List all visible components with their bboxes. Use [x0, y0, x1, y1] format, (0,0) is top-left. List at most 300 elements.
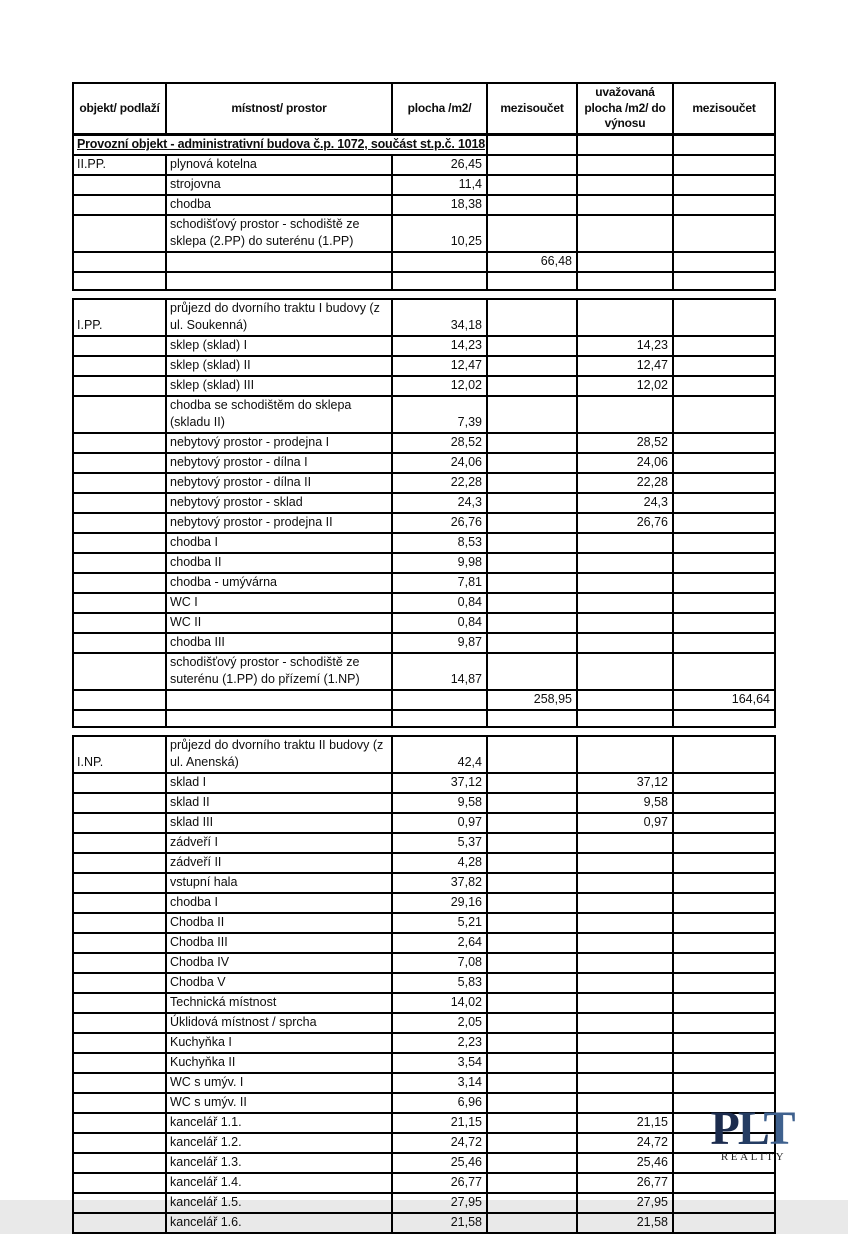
- table-row: [73, 1153, 775, 1173]
- cell-subtotal: [487, 793, 577, 813]
- table-row: [73, 473, 775, 493]
- cell-considered: [577, 853, 673, 873]
- cell-area: 3,14: [392, 1073, 487, 1093]
- cell-considered: [577, 913, 673, 933]
- cell-subtotal: [487, 933, 577, 953]
- cell-floor: [73, 933, 166, 953]
- cell-floor: [73, 973, 166, 993]
- cell-area: 9,98: [392, 553, 487, 573]
- cell-subtotal: [487, 1153, 577, 1173]
- cell-area: 37,12: [392, 773, 487, 793]
- cell-floor: [73, 993, 166, 1013]
- cell-floor: [73, 873, 166, 893]
- cell-subtotal: [487, 633, 577, 653]
- block-spacer: [72, 728, 778, 735]
- cell-room: chodba: [166, 195, 392, 215]
- column-header-subtotal: mezisoučet: [487, 83, 577, 134]
- cell-area: 4,28: [392, 853, 487, 873]
- cell-subtotal2: [673, 893, 775, 913]
- cell-subtotal: [487, 953, 577, 973]
- cell-floor: [73, 813, 166, 833]
- empty-cell: [487, 134, 577, 155]
- cell-subtotal: [487, 1213, 577, 1233]
- table-row: [73, 633, 775, 653]
- cell-floor: [73, 195, 166, 215]
- cell-room: průjezd do dvorního traktu II budovy (z ul. Anenská): [166, 736, 392, 773]
- cell-subtotal2: [673, 933, 775, 953]
- table-row: [73, 175, 775, 195]
- cell-area: 3,54: [392, 1053, 487, 1073]
- cell-considered: 24,3: [577, 493, 673, 513]
- cell-subtotal2: [673, 873, 775, 893]
- cell-subtotal: [487, 736, 577, 773]
- cell-considered: [577, 396, 673, 433]
- cell-subtotal2: [673, 493, 775, 513]
- cell-area: 5,83: [392, 973, 487, 993]
- cell-room: WC II: [166, 613, 392, 633]
- cell-considered: [577, 533, 673, 553]
- table-row: [73, 1093, 775, 1113]
- cell-considered: [577, 175, 673, 195]
- cell-floor: [73, 433, 166, 453]
- section-title-row: [73, 134, 775, 155]
- cell-room: plynová kotelna: [166, 155, 392, 175]
- cell-room: Technická místnost: [166, 993, 392, 1013]
- cell-subtotal2: [673, 336, 775, 356]
- cell-subtotal2: [673, 356, 775, 376]
- cell-considered: [577, 1013, 673, 1033]
- table-row: [73, 613, 775, 633]
- cell-room: nebytový prostor - dílna II: [166, 473, 392, 493]
- cell-area: 21,15: [392, 1113, 487, 1133]
- cell-considered: [577, 973, 673, 993]
- cell-subtotal: [487, 653, 577, 690]
- cell-room: chodba I: [166, 893, 392, 913]
- cell-area: 14,02: [392, 993, 487, 1013]
- cell-area: 37,82: [392, 873, 487, 893]
- table-row: [73, 653, 775, 690]
- cell-subtotal2: [673, 533, 775, 553]
- cell-considered: [577, 593, 673, 613]
- cell-subtotal: [487, 272, 577, 290]
- cell-considered: 22,28: [577, 473, 673, 493]
- empty-cell: [577, 134, 673, 155]
- cell-room: sklad II: [166, 793, 392, 813]
- cell-considered: [577, 195, 673, 215]
- cell-considered: [577, 690, 673, 710]
- cell-area: 10,25: [392, 215, 487, 252]
- cell-subtotal: [487, 553, 577, 573]
- cell-subtotal: [487, 913, 577, 933]
- cell-subtotal: [487, 773, 577, 793]
- cell-area: 24,3: [392, 493, 487, 513]
- table-row: [73, 690, 775, 710]
- cell-considered: [577, 252, 673, 272]
- cell-area: 12,02: [392, 376, 487, 396]
- cell-area: 7,08: [392, 953, 487, 973]
- cell-subtotal2: [673, 396, 775, 433]
- cell-floor: [73, 1053, 166, 1073]
- table-row: [73, 953, 775, 973]
- table-row: [73, 195, 775, 215]
- cell-subtotal2: [673, 1013, 775, 1033]
- cell-considered: [577, 613, 673, 633]
- table-row: [73, 155, 775, 175]
- logo-letter-T: T: [763, 1102, 794, 1155]
- cell-subtotal: [487, 593, 577, 613]
- header-row: [73, 83, 775, 134]
- cell-subtotal: [487, 613, 577, 633]
- cell-subtotal2: [673, 433, 775, 453]
- logo-letter-L: L: [737, 1102, 764, 1155]
- cell-considered: 24,06: [577, 453, 673, 473]
- section-title: Provozní objekt - administrativní budova č.p. 1072, součást st.p.č. 1018: [73, 134, 487, 155]
- cell-subtotal2: [673, 813, 775, 833]
- cell-area: 28,52: [392, 433, 487, 453]
- column-header-floor: objekt/ podlaží: [73, 83, 166, 134]
- cell-floor: [73, 1033, 166, 1053]
- cell-subtotal2: [673, 573, 775, 593]
- cell-area: 26,45: [392, 155, 487, 175]
- cell-subtotal: [487, 433, 577, 453]
- cell-subtotal: [487, 813, 577, 833]
- cell-considered: [577, 573, 673, 593]
- cell-floor: [73, 653, 166, 690]
- table-row: [73, 1053, 775, 1073]
- cell-area: [392, 710, 487, 728]
- cell-subtotal: [487, 1133, 577, 1153]
- cell-considered: 9,58: [577, 793, 673, 813]
- cell-room: [166, 252, 392, 272]
- table-header: [73, 83, 775, 155]
- cell-area: 12,47: [392, 356, 487, 376]
- plt-logo-subtitle: REALITY: [720, 1151, 787, 1163]
- cell-considered: [577, 1093, 673, 1113]
- cell-considered: [577, 653, 673, 690]
- cell-area: 22,28: [392, 473, 487, 493]
- cell-floor: [73, 1173, 166, 1193]
- cell-considered: 14,23: [577, 336, 673, 356]
- cell-subtotal2: [673, 853, 775, 873]
- cell-area: 42,4: [392, 736, 487, 773]
- cell-subtotal2: [673, 913, 775, 933]
- cell-room: WC s umýv. I: [166, 1073, 392, 1093]
- cell-subtotal2: [673, 973, 775, 993]
- cell-area: 9,87: [392, 633, 487, 653]
- cell-room: kancelář 1.5.: [166, 1193, 392, 1213]
- cell-room: sklep (sklad) III: [166, 376, 392, 396]
- table-row: [73, 853, 775, 873]
- cell-subtotal2: [673, 793, 775, 813]
- cell-area: 8,53: [392, 533, 487, 553]
- table-row: [73, 356, 775, 376]
- table-row: [73, 973, 775, 993]
- cell-subtotal: [487, 1093, 577, 1113]
- cell-area: [392, 252, 487, 272]
- cell-room: schodišťový prostor - schodiště ze sklepa (2.PP) do suterénu (1.PP): [166, 215, 392, 252]
- cell-room: kancelář 1.1.: [166, 1113, 392, 1133]
- cell-floor: [73, 953, 166, 973]
- cell-floor: [73, 893, 166, 913]
- cell-subtotal2: [673, 633, 775, 653]
- cell-subtotal2: [673, 613, 775, 633]
- cell-room: chodba II: [166, 553, 392, 573]
- cell-room: sklad I: [166, 773, 392, 793]
- cell-subtotal2: [673, 453, 775, 473]
- cell-subtotal: [487, 853, 577, 873]
- table-row: [73, 252, 775, 272]
- table-block-1pp: [72, 298, 776, 729]
- cell-area: 2,64: [392, 933, 487, 953]
- cell-subtotal: [487, 1113, 577, 1133]
- table-row: [73, 710, 775, 728]
- cell-subtotal: [487, 396, 577, 433]
- cell-considered: [577, 1073, 673, 1093]
- cell-subtotal: [487, 1073, 577, 1093]
- cell-floor: [73, 1193, 166, 1213]
- cell-considered: [577, 993, 673, 1013]
- cell-considered: [577, 833, 673, 853]
- cell-area: 29,16: [392, 893, 487, 913]
- cell-subtotal2: [673, 653, 775, 690]
- cell-area: 0,84: [392, 593, 487, 613]
- cell-room: chodba III: [166, 633, 392, 653]
- cell-area: 14,23: [392, 336, 487, 356]
- cell-floor: [73, 1213, 166, 1233]
- cell-floor: [73, 252, 166, 272]
- table-row: [73, 773, 775, 793]
- cell-subtotal2: [673, 252, 775, 272]
- cell-room: WC s umýv. II: [166, 1093, 392, 1113]
- cell-subtotal: [487, 155, 577, 175]
- table-row: [73, 593, 775, 613]
- cell-subtotal: [487, 299, 577, 336]
- cell-considered: 26,76: [577, 513, 673, 533]
- cell-subtotal2: [673, 953, 775, 973]
- table-row: [73, 215, 775, 252]
- cell-considered: [577, 633, 673, 653]
- cell-considered: [577, 553, 673, 573]
- cell-considered: [577, 873, 673, 893]
- cell-subtotal: [487, 215, 577, 252]
- cell-floor: [73, 215, 166, 252]
- table-row: [73, 833, 775, 853]
- cell-floor: [73, 175, 166, 195]
- table-row: [73, 933, 775, 953]
- logo-letter-P: P: [710, 1102, 738, 1155]
- cell-floor: [73, 573, 166, 593]
- table-row: [73, 793, 775, 813]
- cell-subtotal2: [673, 710, 775, 728]
- cell-floor: [73, 593, 166, 613]
- cell-room: Chodba IV: [166, 953, 392, 973]
- cell-area: 2,05: [392, 1013, 487, 1033]
- cell-subtotal: [487, 513, 577, 533]
- cell-subtotal2: [673, 736, 775, 773]
- cell-subtotal: [487, 973, 577, 993]
- table-block-2pp: [72, 82, 776, 291]
- empty-cell: [673, 134, 775, 155]
- cell-subtotal: [487, 1013, 577, 1033]
- cell-considered: 12,02: [577, 376, 673, 396]
- cell-area: 9,58: [392, 793, 487, 813]
- cell-room: sklad III: [166, 813, 392, 833]
- cell-floor: [73, 773, 166, 793]
- cell-floor: [73, 1093, 166, 1113]
- cell-floor: [73, 533, 166, 553]
- block-spacer: [72, 291, 778, 298]
- cell-considered: [577, 736, 673, 773]
- cell-considered: [577, 1053, 673, 1073]
- table-row: [73, 396, 775, 433]
- cell-considered: 21,58: [577, 1213, 673, 1233]
- cell-room: sklep (sklad) II: [166, 356, 392, 376]
- cell-room: kancelář 1.3.: [166, 1153, 392, 1173]
- table-row: [73, 1113, 775, 1133]
- column-header-considered: uvažovaná plocha /m2/ do výnosu: [577, 83, 673, 134]
- cell-floor: [73, 493, 166, 513]
- cell-floor: [73, 913, 166, 933]
- cell-area: 7,39: [392, 396, 487, 433]
- cell-room: kancelář 1.4.: [166, 1173, 392, 1193]
- cell-subtotal: [487, 195, 577, 215]
- cell-considered: [577, 710, 673, 728]
- cell-considered: [577, 1033, 673, 1053]
- cell-subtotal: [487, 533, 577, 553]
- cell-subtotal: [487, 376, 577, 396]
- cell-room: zádveří II: [166, 853, 392, 873]
- cell-considered: 25,46: [577, 1153, 673, 1173]
- cell-considered: [577, 299, 673, 336]
- cell-area: 34,18: [392, 299, 487, 336]
- table-body-1np: [73, 736, 775, 1233]
- cell-room: Chodba II: [166, 913, 392, 933]
- cell-subtotal2: [673, 195, 775, 215]
- column-header-subtotal2: mezisoučet: [673, 83, 775, 134]
- table-row: [73, 553, 775, 573]
- table-row: [73, 336, 775, 356]
- cell-area: 27,95: [392, 1193, 487, 1213]
- cell-subtotal: [487, 493, 577, 513]
- cell-room: kancelář 1.2.: [166, 1133, 392, 1153]
- table-row: [73, 873, 775, 893]
- cell-subtotal2: [673, 1073, 775, 1093]
- cell-floor: [73, 553, 166, 573]
- cell-room: chodba se schodištěm do sklepa (skladu II): [166, 396, 392, 433]
- cell-room: nebytový prostor - prodejna II: [166, 513, 392, 533]
- cell-considered: 26,77: [577, 1173, 673, 1193]
- cell-subtotal2: 164,64: [673, 690, 775, 710]
- cell-subtotal2: [673, 376, 775, 396]
- cell-floor: [73, 356, 166, 376]
- cell-subtotal: [487, 473, 577, 493]
- table-row: [73, 1173, 775, 1193]
- table-row: [73, 513, 775, 533]
- cell-subtotal2: [673, 513, 775, 533]
- cell-subtotal: [487, 356, 577, 376]
- cell-considered: [577, 953, 673, 973]
- table-body-2pp: [73, 155, 775, 290]
- cell-room: nebytový prostor - prodejna I: [166, 433, 392, 453]
- cell-area: 26,76: [392, 513, 487, 533]
- cell-room: [166, 272, 392, 290]
- cell-subtotal2: [673, 773, 775, 793]
- cell-subtotal: [487, 1173, 577, 1193]
- cell-subtotal: [487, 336, 577, 356]
- cell-subtotal2: [673, 1173, 775, 1193]
- column-header-room: místnost/ prostor: [166, 83, 392, 134]
- cell-subtotal: [487, 1033, 577, 1053]
- cell-considered: 12,47: [577, 356, 673, 376]
- cell-area: 21,58: [392, 1213, 487, 1233]
- cell-subtotal: [487, 893, 577, 913]
- cell-subtotal: [487, 710, 577, 728]
- cell-room: vstupní hala: [166, 873, 392, 893]
- cell-floor: [73, 710, 166, 728]
- cell-room: [166, 690, 392, 710]
- cell-considered: 37,12: [577, 773, 673, 793]
- cell-floor: [73, 513, 166, 533]
- cell-subtotal: [487, 453, 577, 473]
- cell-area: 0,97: [392, 813, 487, 833]
- cell-considered: 28,52: [577, 433, 673, 453]
- cell-floor: [73, 633, 166, 653]
- cell-subtotal: [487, 573, 577, 593]
- table-row: [73, 1133, 775, 1153]
- cell-room: chodba I: [166, 533, 392, 553]
- cell-floor: I.PP.: [73, 299, 166, 336]
- cell-considered: 0,97: [577, 813, 673, 833]
- cell-room: nebytový prostor - dílna I: [166, 453, 392, 473]
- cell-subtotal: [487, 1193, 577, 1213]
- table-row: [73, 1213, 775, 1233]
- cell-room: zádveří I: [166, 833, 392, 853]
- cell-subtotal2: [673, 175, 775, 195]
- cell-subtotal2: [673, 1033, 775, 1053]
- cell-area: [392, 272, 487, 290]
- table-row: [73, 573, 775, 593]
- cell-considered: 21,15: [577, 1113, 673, 1133]
- cell-floor: [73, 396, 166, 433]
- table-row: [73, 272, 775, 290]
- cell-floor: II.PP.: [73, 155, 166, 175]
- plt-logo-wordmark: [700, 1102, 804, 1155]
- table-row: [73, 736, 775, 773]
- cell-subtotal: [487, 175, 577, 195]
- table-row: [73, 993, 775, 1013]
- cell-room: Kuchyňka I: [166, 1033, 392, 1053]
- cell-area: 5,21: [392, 913, 487, 933]
- table-row: [73, 299, 775, 336]
- table-row: [73, 1073, 775, 1093]
- cell-floor: [73, 853, 166, 873]
- cell-subtotal: [487, 1053, 577, 1073]
- cell-floor: [73, 1133, 166, 1153]
- cell-considered: 27,95: [577, 1193, 673, 1213]
- cell-area: 7,81: [392, 573, 487, 593]
- cell-considered: 24,72: [577, 1133, 673, 1153]
- cell-subtotal2: [673, 155, 775, 175]
- table-body-1pp: [73, 299, 775, 728]
- cell-considered: [577, 215, 673, 252]
- cell-subtotal: [487, 833, 577, 853]
- cell-room: nebytový prostor - sklad: [166, 493, 392, 513]
- cell-subtotal: 66,48: [487, 252, 577, 272]
- table-block-1np: [72, 735, 776, 1234]
- cell-room: průjezd do dvorního traktu I budovy (z ul. Soukenná): [166, 299, 392, 336]
- cell-floor: [73, 336, 166, 356]
- table-row: [73, 453, 775, 473]
